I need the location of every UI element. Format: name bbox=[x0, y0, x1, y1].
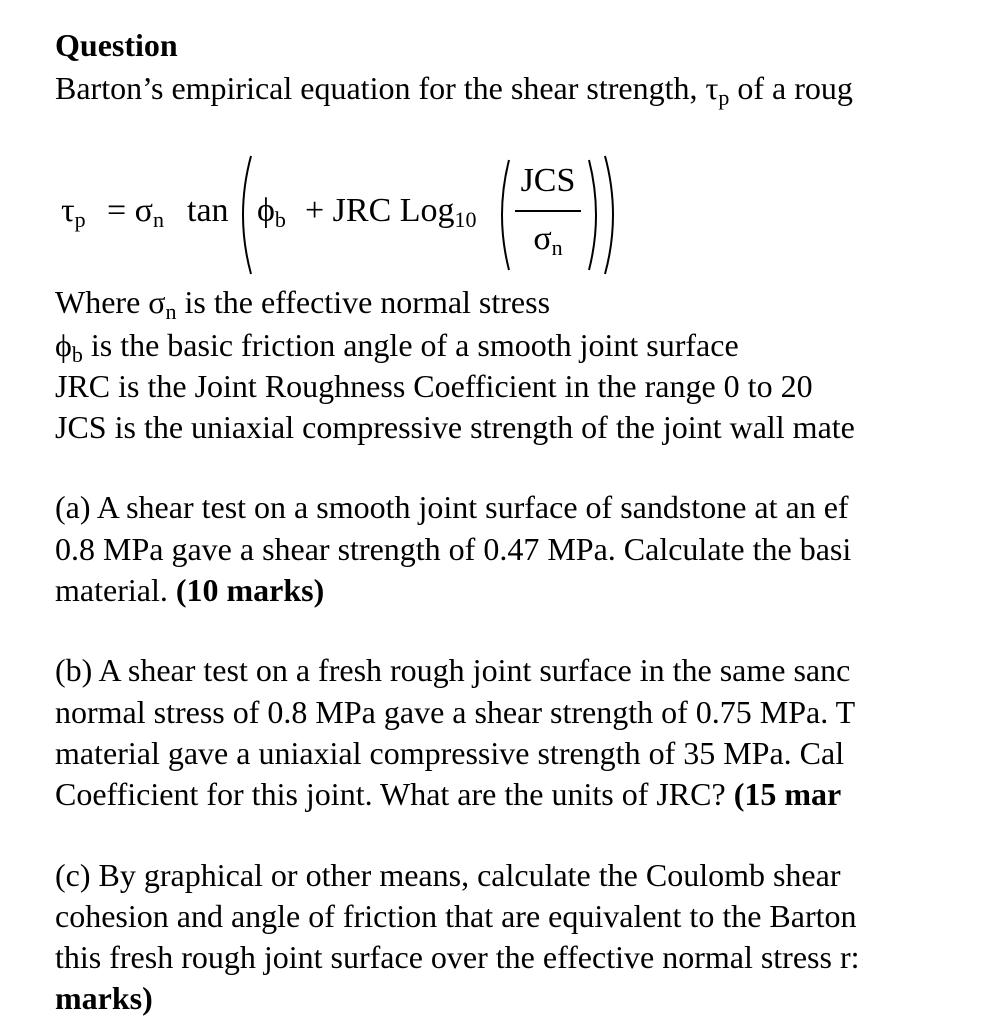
part-b-line-1: (b) A shear test on a fresh rough joint surface in the same sanc bbox=[55, 652, 851, 688]
eq-equals-sigma: = σn bbox=[107, 192, 165, 232]
part-c-line-1: (c) By graphical or other means, calculate the Coulomb shear bbox=[55, 857, 841, 893]
eq-phi: ϕb bbox=[257, 192, 286, 232]
fraction-numerator: JCS bbox=[520, 162, 576, 199]
fraction-denominator: σn bbox=[533, 220, 563, 260]
definition-jrc: JRC is the Joint Roughness Coefficient in the range 0 to 20 bbox=[55, 368, 813, 404]
definition-sigma: Where σn is the effective normal stress bbox=[55, 284, 551, 324]
intro-subscript: p bbox=[718, 85, 730, 110]
eq-tan: tan bbox=[187, 192, 229, 229]
question-heading: Question bbox=[55, 27, 178, 63]
outer-left-paren bbox=[233, 154, 255, 276]
part-c-marks: marks) bbox=[55, 980, 153, 1016]
part-b-marks: (15 mar bbox=[733, 776, 842, 812]
intro-main: Barton’s empirical equation for the shear strength, τ bbox=[55, 70, 719, 106]
part-a-marks: (10 marks) bbox=[175, 572, 325, 608]
intro-end: of a roug bbox=[729, 70, 853, 106]
eq-tau: τp bbox=[61, 192, 86, 232]
part-a-line-1: (a) A shear test on a smooth joint surface of sandstone at an ef bbox=[55, 489, 849, 525]
part-a-line-3: material. (10 marks) bbox=[55, 572, 325, 608]
barton-equation bbox=[55, 150, 655, 280]
part-b-line-4: Coefficient for this joint. What are the units of JRC? (15 mar bbox=[55, 776, 842, 812]
inner-left-paren bbox=[493, 158, 513, 272]
eq-plus-jrc-log: + JRC Log10 bbox=[305, 192, 477, 232]
intro-text bbox=[55, 68, 853, 112]
outer-right-paren bbox=[601, 154, 623, 276]
definition-phi: ϕb is the basic friction angle of a smooth joint surface bbox=[55, 327, 739, 367]
part-c-line-3: this fresh rough joint surface over the effective normal stress r: bbox=[55, 939, 860, 975]
fraction-bar bbox=[515, 210, 581, 212]
definition-jcs: JCS is the uniaxial compressive strength of the joint wall mate bbox=[55, 409, 855, 445]
part-c-line-2: cohesion and angle of friction that are equivalent to the Barton bbox=[55, 898, 857, 934]
part-b-line-2: normal stress of 0.8 MPa gave a shear strength of 0.75 MPa. T bbox=[55, 694, 856, 730]
part-a-line-2: 0.8 MPa gave a shear strength of 0.47 MPa. Calculate the basi bbox=[55, 531, 852, 567]
part-b-line-3: material gave a uniaxial compressive strength of 35 MPa. Cal bbox=[55, 735, 845, 771]
